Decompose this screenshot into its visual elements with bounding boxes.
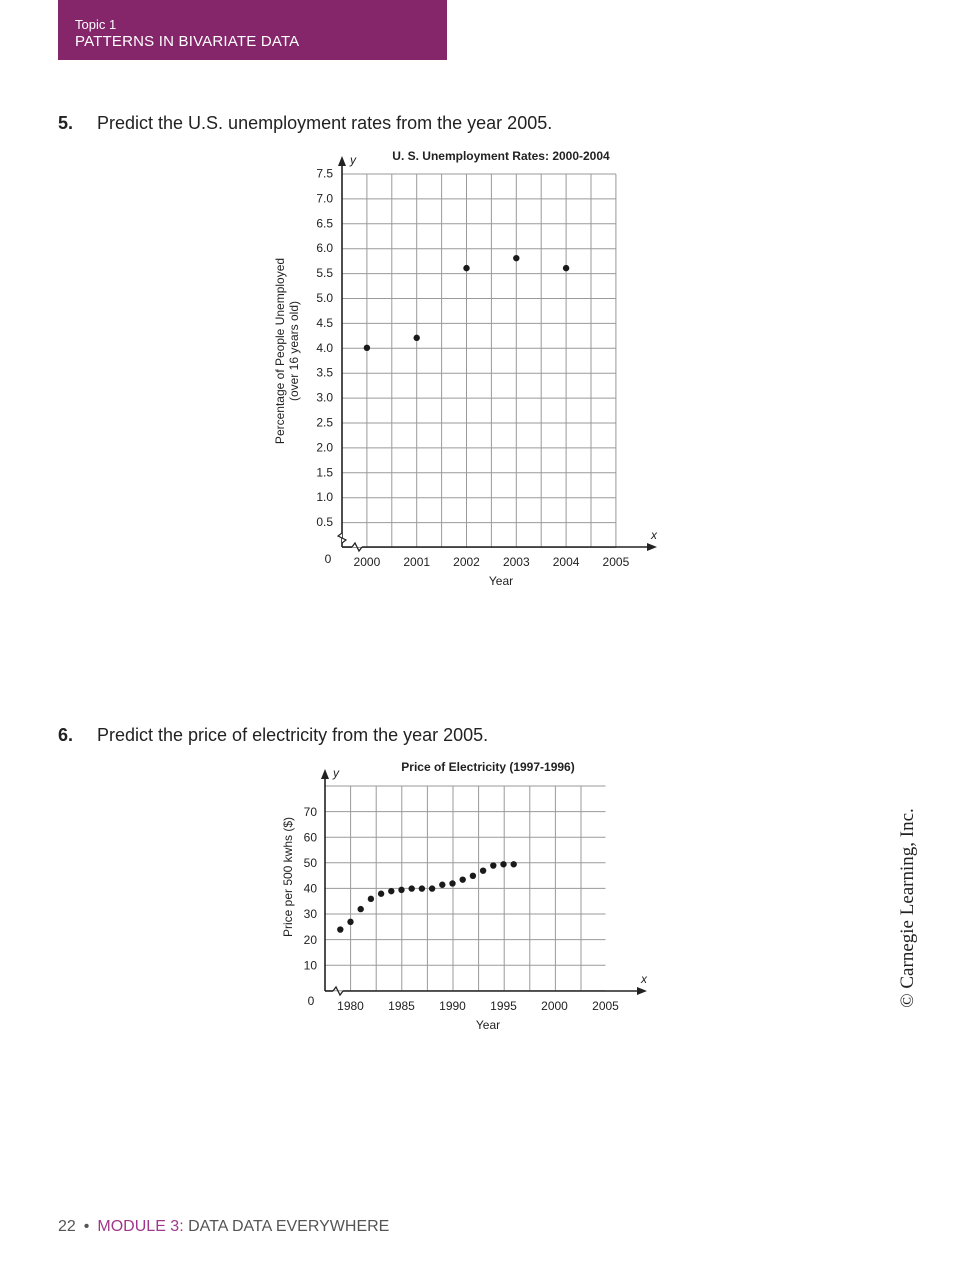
module-label: MODULE 3:	[97, 1218, 184, 1235]
y-tick-label: 5.0	[316, 291, 333, 305]
y-tick-label: 2.0	[316, 440, 333, 455]
y-tick-label: 0.5	[316, 515, 333, 530]
data-point	[480, 867, 486, 873]
y-tick-label: 20	[303, 932, 317, 947]
y-tick-label: 10	[303, 958, 317, 973]
chart-title: Price of Electricity (1997-1996)	[401, 760, 575, 774]
data-point	[419, 885, 425, 891]
y-axis-label: Price per 500 kwhs ($)	[281, 816, 295, 938]
y-tick-label: 4.5	[316, 315, 333, 330]
y-axis-label: Percentage of People Unemployed	[273, 257, 287, 445]
y-tick-label: 7.5	[316, 166, 333, 181]
y-axis-letter: y	[350, 153, 356, 167]
data-point	[460, 876, 466, 882]
question-text: Predict the U.S. unemployment rates from the year 2005.	[97, 113, 553, 133]
y-axis-arrow	[321, 769, 329, 779]
y-tick-label: 5.5	[316, 266, 333, 281]
origin-label: 0	[307, 994, 315, 1008]
data-point	[337, 926, 343, 932]
question-number: 6.	[58, 725, 74, 745]
x-tick-label: 1995	[490, 999, 517, 1013]
y-tick-label: 1.5	[316, 465, 333, 480]
data-point	[511, 861, 517, 867]
x-tick-label: 2005	[592, 999, 619, 1013]
y-tick-label: 40	[303, 881, 317, 896]
x-tick-label: 1980	[337, 999, 364, 1013]
y-tick-label: 2.5	[316, 415, 333, 430]
x-tick-label: 2005	[602, 555, 630, 569]
data-point	[409, 885, 415, 891]
page-footer	[58, 1218, 389, 1236]
origin-label: 0	[324, 552, 332, 566]
y-tick-label: 30	[303, 907, 317, 922]
y-tick-label: 70	[303, 804, 317, 819]
page-number: 22	[58, 1218, 76, 1235]
data-point	[368, 896, 374, 902]
data-point	[388, 888, 394, 894]
x-tick-label: 2000	[353, 555, 381, 569]
question-text: Predict the price of electricity from the year 2005.	[97, 725, 489, 745]
y-tick-label: 3.0	[316, 390, 333, 405]
x-axis-label: Year	[488, 574, 514, 588]
data-point	[439, 882, 445, 888]
data-point	[358, 906, 364, 912]
data-point	[490, 862, 496, 868]
y-tick-label: 3.5	[316, 365, 333, 380]
y-tick-label: 60	[303, 830, 317, 845]
y-tick-label: 7.0	[316, 191, 333, 206]
x-axis-letter: x	[651, 528, 657, 542]
y-axis-label: (over 16 years old)	[287, 300, 301, 402]
y-tick-label: 50	[303, 856, 317, 870]
y-tick-label: 1.0	[316, 490, 333, 505]
question-number: 5.	[58, 113, 74, 133]
x-tick-label: 2003	[502, 555, 530, 569]
data-point	[449, 880, 455, 886]
x-tick-label: 2004	[552, 555, 580, 569]
y-tick-label: 6.5	[316, 216, 333, 231]
data-point	[378, 891, 384, 897]
chart-title: U. S. Unemployment Rates: 2000-2004	[392, 149, 610, 163]
x-tick-label: 1985	[388, 999, 415, 1013]
x-axis-letter: x	[641, 972, 647, 986]
y-tick-label: 4.0	[316, 340, 333, 355]
data-point	[347, 919, 353, 925]
data-point	[470, 873, 476, 879]
y-axis-letter: y	[333, 766, 339, 780]
topic-label: Topic 1	[75, 17, 117, 32]
x-axis-label: Year	[475, 1018, 501, 1032]
topic-title: PATTERNS IN BIVARIATE DATA	[75, 33, 300, 50]
module-title: DATA DATA EVERYWHERE	[188, 1218, 390, 1235]
x-axis-arrow	[637, 987, 647, 995]
x-tick-label: 2002	[453, 555, 480, 569]
footer-separator: •	[83, 1218, 90, 1235]
copyright-text: © Carnegie Learning, Inc.	[897, 808, 918, 1008]
y-tick-label: 6.0	[316, 241, 333, 256]
data-point	[429, 885, 435, 891]
data-point	[398, 887, 404, 893]
data-point	[500, 861, 506, 867]
x-tick-label: 1990	[439, 999, 466, 1013]
x-tick-label: 2001	[403, 555, 431, 569]
x-tick-label: 2000	[541, 999, 568, 1013]
